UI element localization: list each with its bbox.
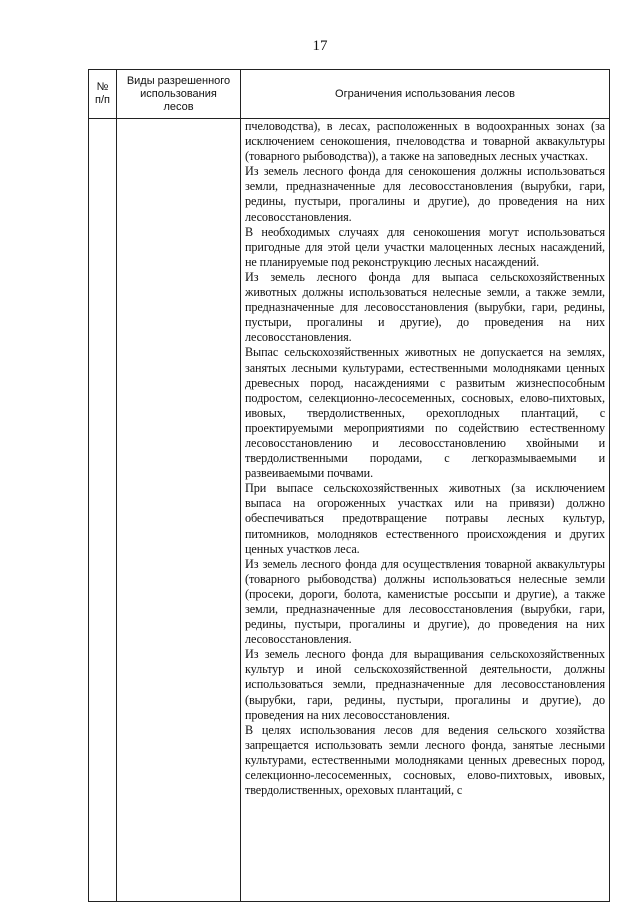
table-row: [89, 119, 610, 902]
header-types-line-1: Виды разрешенного: [126, 74, 231, 87]
header-number: [89, 70, 117, 119]
header-types-line-2: использования: [140, 87, 217, 100]
paragraph: Из земель лесного фонда для сенокошения должны использоваться земли, предназначенные для лесовосстановления (вырубки, гари, редины, пустыри, прогалины и другие), до проведения на них лесовосстановления.: [245, 164, 605, 224]
paragraph: Выпас сельскохозяйственных животных не допускается на землях, занятых лесными культурами, естественными молодняками ценных древесных пород, насаждениями с развитым жизнеспособным подростом, селекционно-лесосеменных, сосновых, елово-пихтовых, ивовых, твердолиственных, орехоплодных плантаций, с проектируемыми мероприятиями по содействию естественному лесовосстановлению и лесовосстановлению хвойными и твердолиственными породами, с легкоразмываемыми и развеиваемыми почвами.: [245, 345, 605, 481]
cell-number: [89, 119, 117, 902]
cell-restrictions: [241, 119, 610, 902]
header-number-abbr: п/п: [95, 94, 110, 106]
page-number: 17: [312, 38, 328, 54]
paragraph: При выпасе сельскохозяйственных животных (за исключением выпаса на огороженных участках или на привязи) должно обеспечиваться предотвращение потравы лесных культур, питомников, молодняков естественного происхождения и других ценных участков леса.: [245, 481, 605, 556]
restrictions-table: [88, 69, 610, 902]
paragraph: пчеловодства), в лесах, расположенных в водоохранных зонах (за исключением сенокошения, пчеловодства и товарной аквакультуры (товарного рыбоводства)), а также на заповедных лесных участках.: [245, 119, 605, 164]
paragraph: Из земель лесного фонда для выращивания сельскохозяйственных культур и иной сельскохозяйственной деятельности, должны использоваться земли, предназначенные для лесовосстановления (вырубки, гари, редины, пустыри, прогалины и другие), до проведения на них лесовосстановления.: [245, 647, 605, 722]
paragraph: В целях использования лесов для ведения сельского хозяйства запрещается использовать земли лесного фонда, занятые лесными культурами, естественными молодняками ценных древесных пород, селекционно-лесосеменных, сосновых, елово-пихтовых, ивовых, твердолиственных, ореховых плантаций, с: [245, 722, 605, 798]
restrictions-text: [241, 119, 609, 798]
header-number-symbol: №: [96, 81, 109, 93]
paragraph: В необходимых случаях для сенокошения могут использоваться пригодные для этой цели участки малоценных лесных насаждений, не планируемые под реконструкцию лесных насаждений.: [245, 224, 605, 269]
table-header-row: [89, 70, 610, 119]
paragraph: Из земель лесного фонда для осуществления товарной аквакультуры (товарного рыбоводства) должны использоваться нелесные земли (просеки, дороги, болота, каменистые россыпи и другие), а также земли, предназначенные для лесовосстановления (вырубки, гари, редины, пустыри, прогалины и другие), до проведения на них лесовосстановления.: [245, 556, 605, 647]
header-permitted-use-types: [117, 70, 241, 119]
header-restrictions: Ограничения использования лесов: [241, 70, 610, 119]
header-types-line-3: лесов: [163, 100, 194, 113]
cell-use-type: [117, 119, 241, 902]
paragraph: Из земель лесного фонда для выпаса сельскохозяйственных животных должны использоваться нелесные земли, а также земли, предназначенные для лесовосстановления (вырубки, гари, редины, пустыри, прогалины и другие), до проведения на них лесовосстановления.: [245, 269, 605, 345]
